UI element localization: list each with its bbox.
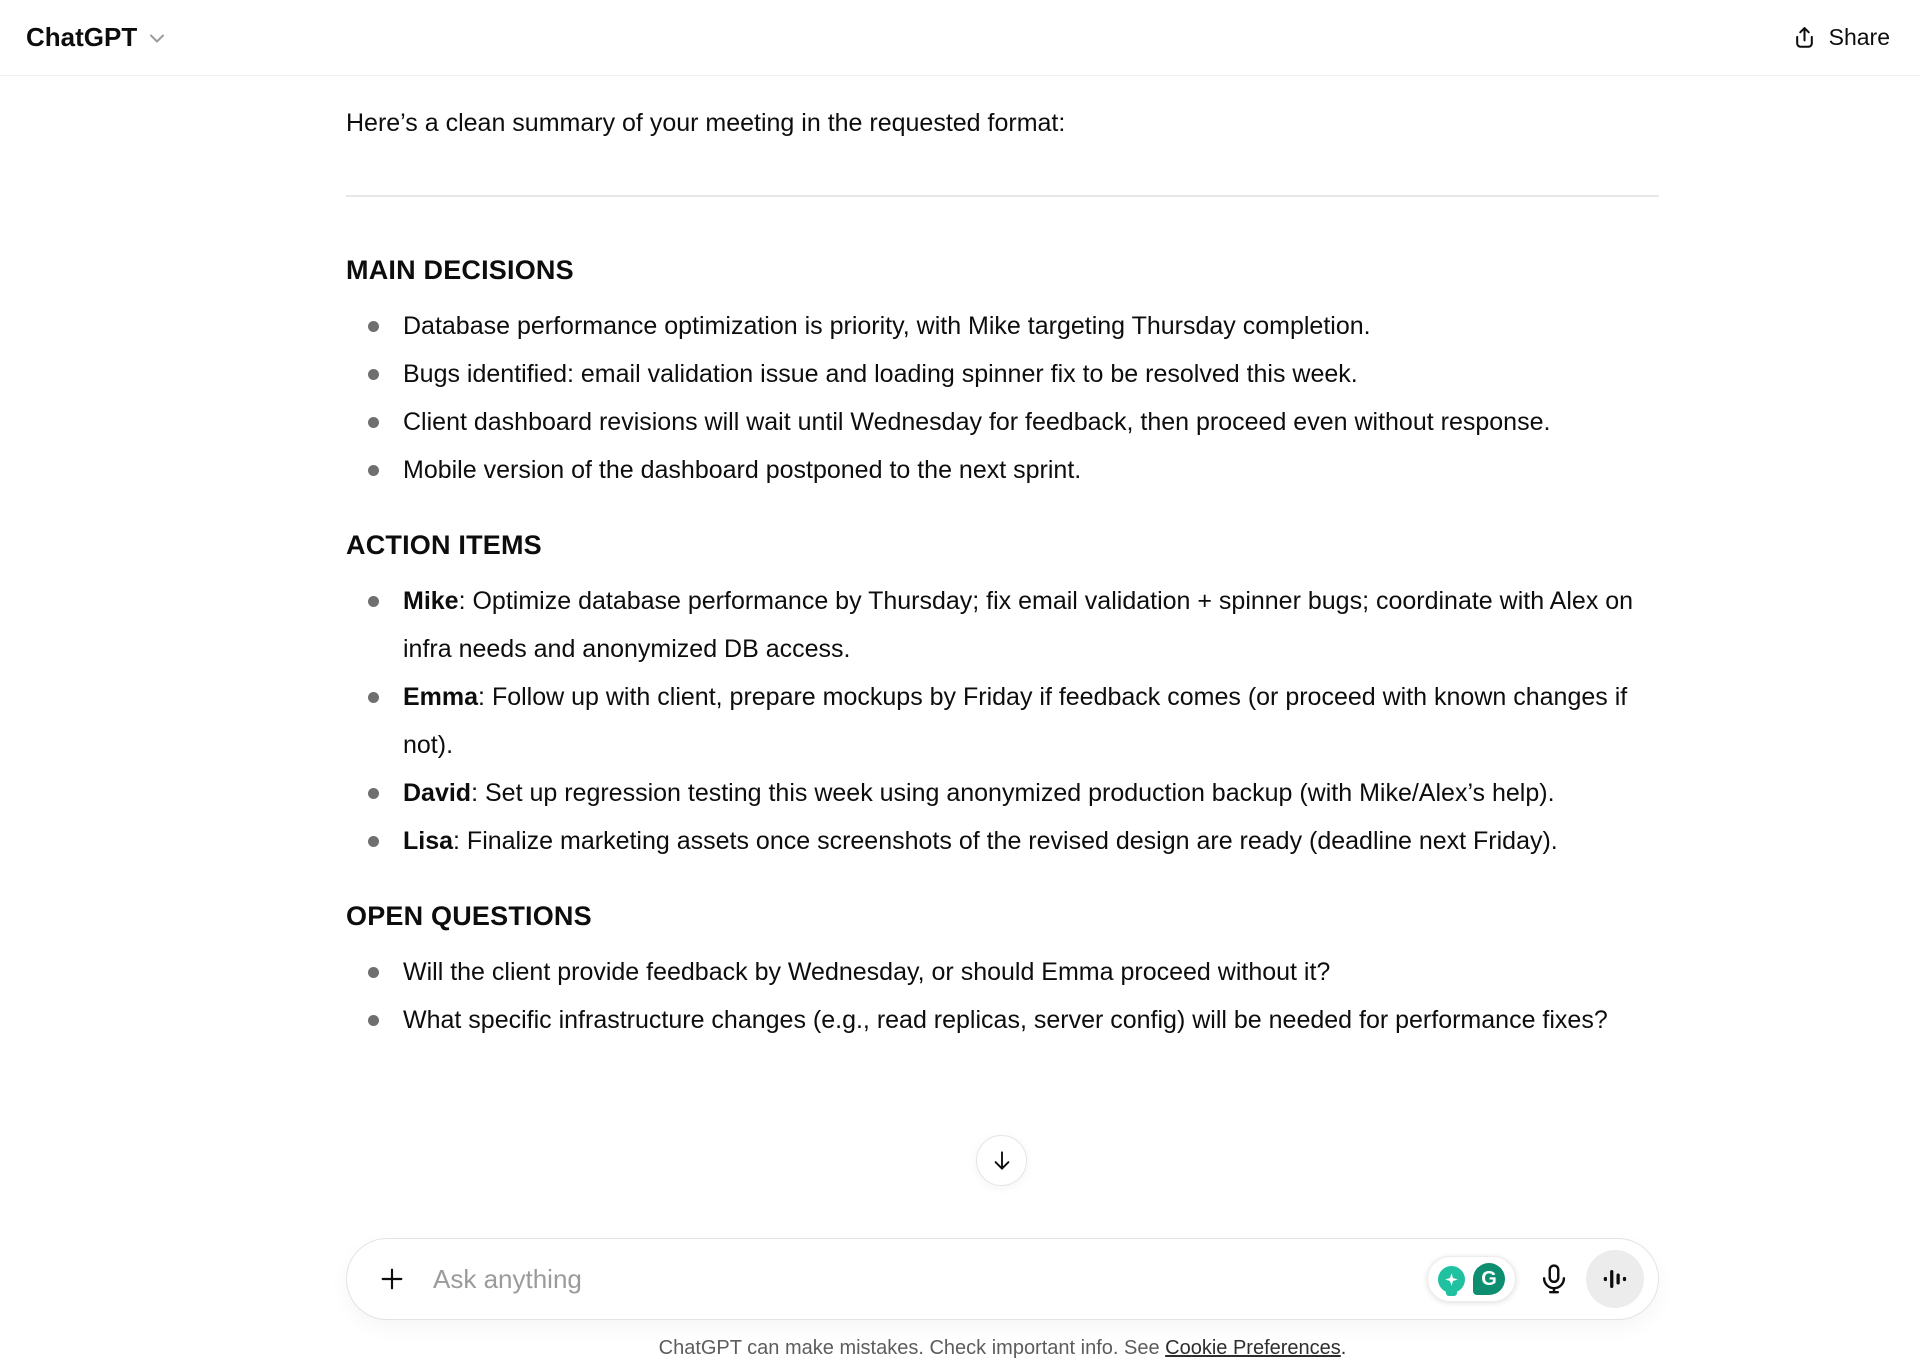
list-item: Client dashboard revisions will wait until Wednesday for feedback, then proceed even without response. bbox=[403, 398, 1659, 446]
disclaimer-text: ChatGPT can make mistakes. Check important info. See bbox=[658, 1337, 1166, 1359]
message-section bbox=[346, 898, 1659, 1044]
message-divider bbox=[346, 195, 1659, 197]
footer-disclaimer bbox=[346, 1334, 1659, 1362]
cookie-preferences-link[interactable]: Cookie Preferences bbox=[1165, 1337, 1341, 1359]
section-list bbox=[346, 577, 1659, 865]
scroll-to-bottom-button[interactable] bbox=[976, 1135, 1027, 1186]
section-title: MAIN DECISIONS bbox=[346, 255, 574, 285]
list-item: Mobile version of the dashboard postponed to the next sprint. bbox=[403, 446, 1659, 494]
list-item: Bugs identified: email validation issue and loading spinner fix to be resolved this week. bbox=[403, 350, 1659, 398]
list-item: Lisa: Finalize marketing assets once screenshots of the revised design are ready (deadline next Friday). bbox=[403, 817, 1659, 865]
section-list bbox=[346, 948, 1659, 1044]
message-section bbox=[346, 527, 1659, 865]
share-icon bbox=[1791, 24, 1818, 51]
list-item: Mike: Optimize database performance by Thursday; fix email validation + spinner bugs; coordinate with Alex on infra needs and anonymized DB access. bbox=[403, 577, 1659, 673]
arrow-down-icon bbox=[988, 1147, 1016, 1175]
list-item: What specific infrastructure changes (e.g., read replicas, server config) will be needed for performance fixes? bbox=[403, 996, 1659, 1044]
section-list bbox=[346, 302, 1659, 494]
top-bar bbox=[0, 0, 1920, 76]
message-sections bbox=[346, 252, 1659, 1044]
attach-button[interactable] bbox=[369, 1256, 415, 1302]
list-item: David: Set up regression testing this week using anonymized production backup (with Mike/Alex’s help). bbox=[403, 769, 1659, 817]
share-button[interactable] bbox=[1785, 23, 1896, 52]
microphone-icon bbox=[1537, 1262, 1571, 1296]
chevron-down-icon bbox=[145, 26, 169, 50]
model-switcher-button[interactable] bbox=[26, 22, 169, 53]
list-item: Database performance optimization is priority, with Mike targeting Thursday completion. bbox=[403, 302, 1659, 350]
list-item: Emma: Follow up with client, prepare mockups by Friday if feedback comes (or proceed with known changes if not). bbox=[403, 673, 1659, 769]
message-intro: Here’s a clean summary of your meeting in the requested format: bbox=[346, 109, 1066, 137]
voice-mode-button[interactable] bbox=[1586, 1250, 1644, 1308]
dictate-button[interactable] bbox=[1532, 1257, 1576, 1301]
grammarly-icon: G bbox=[1473, 1263, 1505, 1295]
section-title: OPEN QUESTIONS bbox=[346, 901, 592, 931]
voice-mode-icon bbox=[1600, 1264, 1630, 1294]
message-section bbox=[346, 252, 1659, 494]
app-title: ChatGPT bbox=[26, 22, 138, 52]
browser-extension-pill[interactable] bbox=[1427, 1256, 1516, 1302]
list-item: Will the client provide feedback by Wednesday, or should Emma proceed without it? bbox=[403, 948, 1659, 996]
message-input[interactable] bbox=[431, 1263, 1427, 1296]
plus-icon bbox=[376, 1263, 408, 1295]
extension-lightbulb-icon bbox=[1438, 1266, 1465, 1293]
disclaimer-suffix: . bbox=[1340, 1337, 1347, 1359]
composer bbox=[346, 1238, 1659, 1320]
section-title: ACTION ITEMS bbox=[346, 530, 542, 560]
assistant-message bbox=[346, 0, 1659, 1044]
share-label: Share bbox=[1828, 24, 1890, 50]
